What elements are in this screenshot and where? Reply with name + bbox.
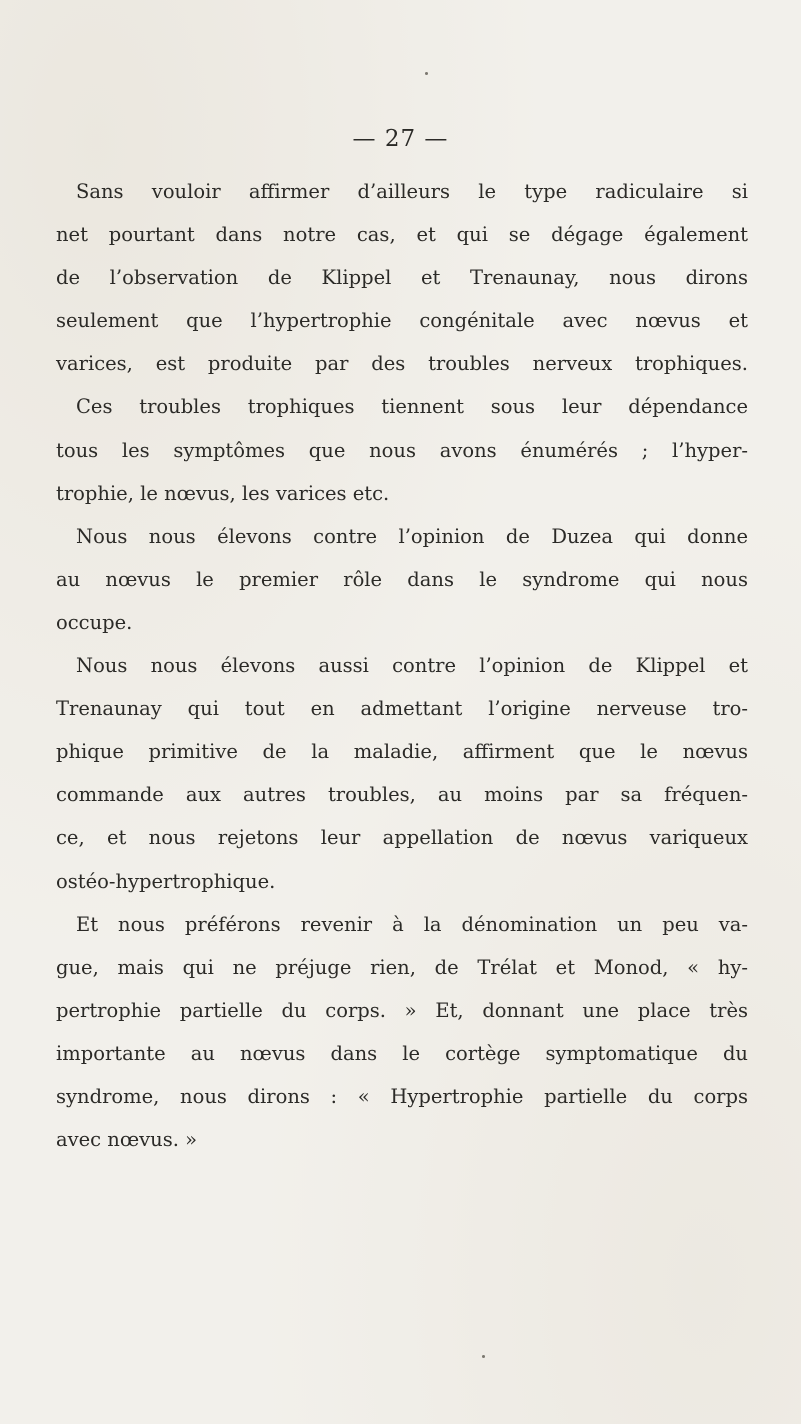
text-line: varices, est produite par des troubles nerveux trophiques. [56, 352, 748, 376]
text-line: phique primitive de la maladie, affirment que le nœvus [56, 740, 748, 764]
text-line: ce, et nous rejetons leur appellation de nœvus variqueux [56, 826, 748, 850]
page-number: — 27 — [352, 126, 449, 152]
text-line: avec nœvus. » [56, 1128, 198, 1152]
text-line: de l’observation de Klippel et Trenaunay, nous dirons [56, 266, 748, 290]
text-line: gue, mais qui ne préjuge rien, de Trélat et Monod, « hy- [56, 955, 748, 979]
text-line: tous les symptômes que nous avons énumérés ; l’hyper- [56, 438, 748, 462]
text-line: syndrome, nous dirons : « Hypertrophie partielle du corps [56, 1084, 748, 1108]
text-line: net pourtant dans notre cas, et qui se dégage également [56, 223, 748, 247]
text-line: Et nous préférons revenir à la dénomination un peu va- [76, 912, 748, 936]
text-line: Ces troubles trophiques tiennent sous leur dépendance [76, 395, 748, 419]
body-text [56, 170, 748, 1161]
text-line: au nœvus le premier rôle dans le syndrome qui nous [56, 567, 748, 591]
ink-speck [425, 72, 428, 75]
ink-speck [482, 1355, 485, 1358]
text-line: ostéo-hypertrophique. [56, 869, 276, 893]
text-line: trophie, le nœvus, les varices etc. [56, 481, 390, 505]
text-line: Nous nous élevons aussi contre l’opinion de Klippel et [76, 654, 748, 678]
text-line: Sans vouloir affirmer d’ailleurs le type radiculaire si [76, 180, 748, 203]
text-line: importante au nœvus dans le cortège symptomatique du [56, 1041, 748, 1065]
text-line: commande aux autres troubles, au moins par sa fréquen- [56, 783, 748, 807]
text-line: occupe. [56, 610, 133, 634]
text-line: seulement que l’hypertrophie congénitale avec nœvus et [56, 309, 748, 333]
text-line: Trenaunay qui tout en admettant l’origine nerveuse tro- [56, 697, 748, 721]
text-line: pertrophie partielle du corps. » Et, donnant une place très [56, 998, 748, 1022]
text-line: Nous nous élevons contre l’opinion de Duzea qui donne [76, 524, 748, 548]
